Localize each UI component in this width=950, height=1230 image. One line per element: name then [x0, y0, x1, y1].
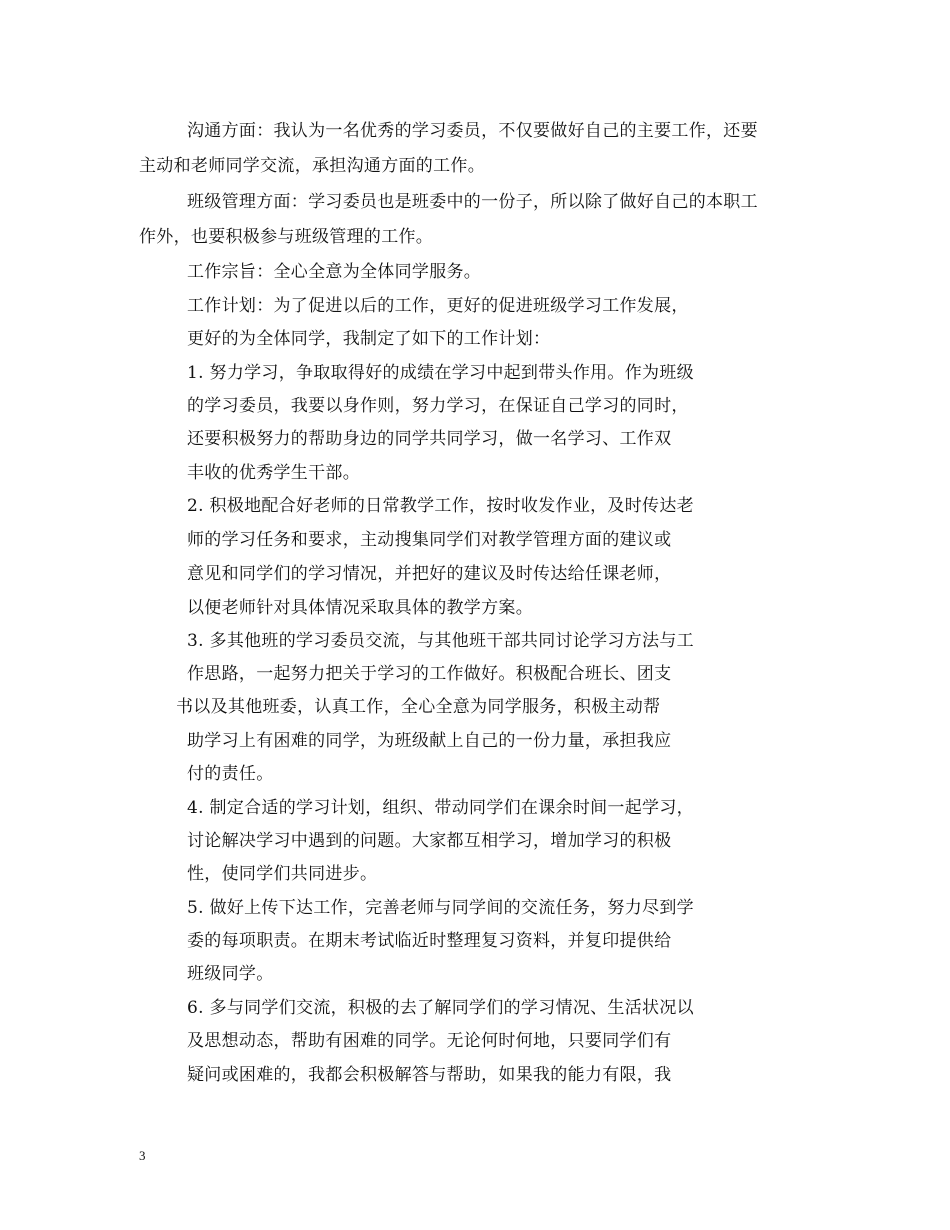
list-item-line: 以便老师针对具体情况采取具体的教学方案。 [187, 598, 533, 618]
list-item-line: 师的学习任务和要求，主动搜集同学们对教学管理方面的建议或 [187, 530, 672, 550]
list-item-line: 性，使同学们共同进步。 [187, 864, 378, 884]
list-item-line: 的学习委员，我要以身作则，努力学习，在保证自己学习的同时， [187, 396, 689, 416]
list-item-line: 2. 积极地配合好老师的日常教学工作，按时收发作业，及时传达老 [187, 496, 694, 516]
text-line: 作外，也要积极参与班级管理的工作。 [139, 227, 434, 247]
list-item-line: 助学习上有困难的同学，为班级献上自己的一份力量，承担我应 [187, 731, 672, 751]
list-item-line: 付的责任。 [187, 764, 274, 784]
list-item-line: 作思路，一起努力把关于学习的工作做好。积极配合班长、团支 [187, 664, 672, 684]
list-item-line: 书以及其他班委，认真工作，全心全意为同学服务，积极主动帮 [176, 697, 661, 717]
list-item-line: 及思想动态，帮助有困难的同学。无论何时何地，只要同学们有 [187, 1031, 672, 1051]
list-item-line: 1. 努力学习，争取取得好的成绩在学习中起到带头作用。作为班级 [187, 363, 694, 383]
list-item-line: 讨论解决学习中遇到的问题。大家都互相学习，增加学习的积极 [187, 831, 672, 851]
list-item-line: 疑问或困难的，我都会积极解答与帮助，如果我的能力有限，我 [187, 1065, 672, 1085]
page-number: 3 [139, 1148, 146, 1163]
list-item-line: 意见和同学们的学习情况，并把好的建议及时传达给任课老师， [187, 564, 672, 584]
text-line: 工作宗旨：全心全意为全体同学服务。 [187, 262, 482, 282]
text-line: 更好的为全体同学，我制定了如下的工作计划： [187, 329, 551, 349]
list-item-line: 3. 多其他班的学习委员交流，与其他班干部共同讨论学习方法与工 [187, 631, 694, 651]
text-line: 班级管理方面：学习委员也是班委中的一份子，所以除了做好自己的本职工 [187, 192, 758, 212]
text-line: 主动和老师同学交流，承担沟通方面的工作。 [139, 156, 485, 176]
list-item-line: 还要积极努力的帮助身边的同学共同学习，做一名学习、工作双 [187, 429, 672, 449]
list-item-line: 委的每项职责。在期末考试临近时整理复习资料，并复印提供给 [187, 931, 672, 951]
list-item-line: 4. 制定合适的学习计划，组织、带动同学们在课余时间一起学习， [187, 798, 694, 818]
text-line: 沟通方面：我认为一名优秀的学习委员，不仅要做好自己的主要工作，还要 [187, 121, 758, 141]
list-item-line: 6. 多与同学们交流，积极的去了解同学们的学习情况、生活状况以 [187, 998, 694, 1018]
text-line: 工作计划：为了促进以后的工作，更好的促进班级学习工作发展， [187, 296, 689, 316]
list-item-line: 班级同学。 [187, 964, 274, 984]
list-item-line: 5. 做好上传下达工作，完善老师与同学间的交流任务，努力尽到学 [187, 898, 694, 918]
list-item-line: 丰收的优秀学生干部。 [187, 463, 360, 483]
